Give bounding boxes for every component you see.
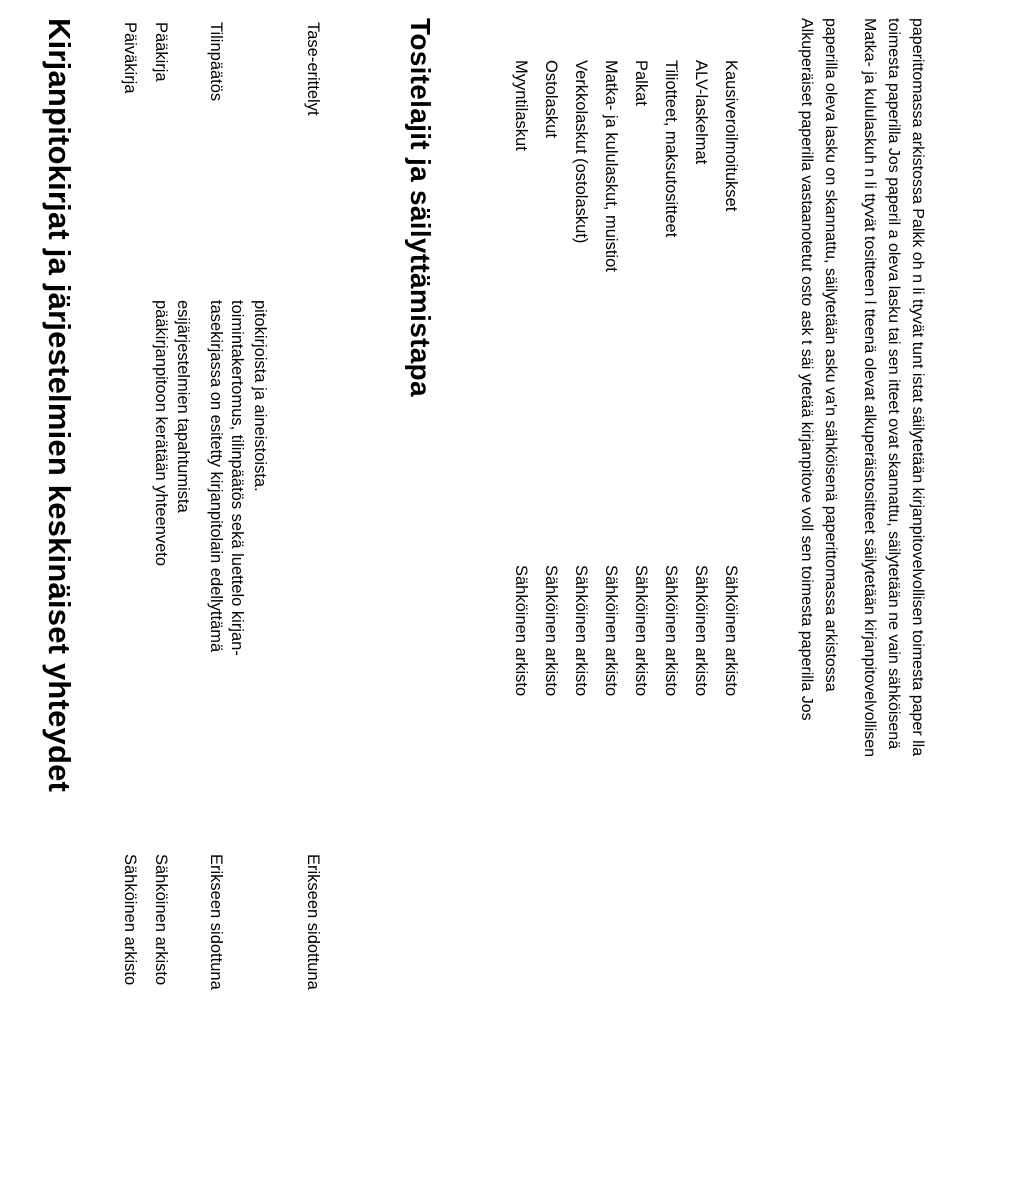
voucher-name: Tiliotteet, maksutositteet: [662, 60, 680, 238]
heading-accounting-books: Kirjanpitokirjat ja järjestelmien keskinäiset yhteydet: [42, 18, 77, 793]
voucher-name: Matka- ja kululaskut, muistiot: [602, 60, 620, 272]
voucher-name: ALV-laskelmat: [692, 60, 710, 165]
book-storage-tase-erittelyt: Erikseen sidottuna: [304, 854, 322, 990]
voucher-storage: Sähköinen arkisto: [572, 565, 590, 697]
paragraph-travel-expenses-line-2: toimesta paperilla Jos paperil a oleva lasku tai sen itteet ovat skannattu, säilytetään ne vain sähköisenä: [885, 18, 902, 750]
paragraph-original-invoices-line-2: paperilla oleva lasku on skannattu, säilytetään asku va'n sähköisenä paperittomassa arkistossa: [822, 18, 839, 692]
voucher-name: Kausiveroilmoitukset: [722, 60, 740, 212]
book-name-tase-erittelyt: Tase-erittelyt: [304, 22, 322, 116]
voucher-name: Myyntilaskut: [512, 60, 530, 151]
book-storage-tilinpaatos: Erikseen sidottuna: [207, 854, 225, 990]
voucher-storage: Sähköinen arkisto: [542, 565, 560, 697]
voucher-name: Verkkolaskut (ostolaskut): [572, 60, 590, 244]
voucher-name: Ostolaskut: [542, 60, 560, 138]
voucher-storage: Sähköinen arkisto: [512, 565, 530, 697]
voucher-storage: Sähköinen arkisto: [692, 565, 710, 697]
book-desc-paakirja-2: esijärjestelmien tapahtumista: [174, 300, 192, 513]
book-name-paakirja: Pääkirja: [152, 22, 170, 82]
voucher-storage: Sähköinen arkisto: [662, 565, 680, 697]
book-desc-tilinpaatos-1: tasekirjassa on esitetty kirjanpitolain edellyttämä: [207, 300, 225, 653]
voucher-storage: Sähköinen arkisto: [722, 565, 740, 697]
voucher-storage: Sähköinen arkisto: [602, 565, 620, 697]
book-name-tilinpaatos: Tilinpäätös: [207, 22, 225, 102]
book-storage-paakirja: Sähköinen arkisto: [152, 854, 170, 986]
book-name-paivakirja: Päiväkirja: [121, 22, 139, 94]
paragraph-travel-expenses-line-3: paperittomassa arkistossa Palkk oh n li ttyvät tunt istat säilytetään kirjanpitovelvollisen toimesta paper lla: [909, 18, 926, 757]
book-desc-paakirja-1: pääkirjanpitoon kerätään yhteenveto: [152, 300, 170, 567]
book-storage-paivakirja: Sähköinen arkisto: [121, 854, 139, 986]
voucher-name: Palkat: [632, 60, 650, 106]
heading-voucher-types: Tositelajit ja säilyttämistapa: [405, 18, 436, 397]
paragraph-original-invoices-line-1: Alkuperäiset paperilla vastaanotetut osto ask t säi ytetää kirjanpitove voll sen toimesta paperilla Jos: [798, 18, 815, 721]
voucher-storage: Sähköinen arkisto: [632, 565, 650, 697]
book-desc-tilinpaatos-3: pitokirjoista ja aineistoista.: [251, 300, 269, 492]
paragraph-travel-expenses-line-1: Matka- ja kululaskuh n li ttyvät tositteen l tteenä olevat alkuperäistositteet säilytetään kirjanpitovelvollisen: [861, 18, 878, 758]
book-desc-tilinpaatos-2: toimintakertomus, tilinpäätös sekä luettelo kirjan-: [228, 300, 246, 656]
